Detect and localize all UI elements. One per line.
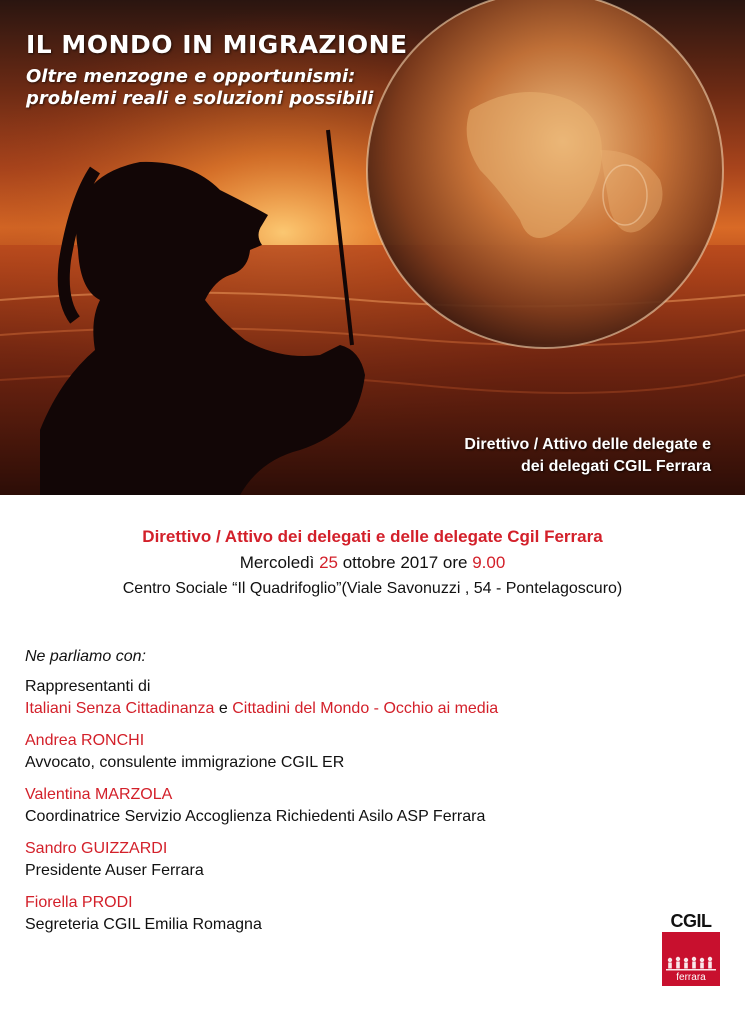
speakers-intro: Ne parliamo con: xyxy=(25,648,146,665)
org-connector: e xyxy=(214,700,233,717)
event-date xyxy=(0,550,745,576)
event-heading: Direttivo / Attivo dei delegati e delle delegate Cgil Ferrara xyxy=(142,527,603,546)
speaker-name: Andrea RONCHI xyxy=(25,732,145,749)
hero-caption xyxy=(381,434,711,478)
org-name: Cittadini del Mondo - Occhio ai media xyxy=(232,700,499,717)
subtitle-line: Oltre menzogne e opportunismi: xyxy=(26,66,356,87)
speaker-name: Valentina MARZOLA xyxy=(25,786,173,803)
date-prefix: Mercoledì xyxy=(239,553,320,572)
event-info xyxy=(0,524,745,602)
reps-orgs xyxy=(25,698,645,720)
date-middle: ottobre 2017 ore xyxy=(337,553,473,572)
date-time: 9.00 xyxy=(472,553,506,572)
representatives xyxy=(25,676,645,720)
logo-box xyxy=(662,932,720,986)
speaker-entry xyxy=(25,730,645,774)
speaker-entry xyxy=(25,838,645,882)
caption-line: dei delegati CGIL Ferrara xyxy=(521,458,711,475)
poster-subtitle xyxy=(26,66,446,110)
cgil-logo xyxy=(662,912,720,986)
subtitle-line: problemi reali e soluzioni possibili xyxy=(26,88,374,109)
speaker-name: Sandro GUIZZARDI xyxy=(25,840,168,857)
date-day: 25 xyxy=(319,553,338,572)
speaker-name: Fiorella PRODI xyxy=(25,894,133,911)
event-venue: Centro Sociale “Il Quadrifoglio”(Viale Savonuzzi , 54 - Pontelagoscuro) xyxy=(122,580,623,597)
logo-subtitle: ferrara xyxy=(676,972,706,983)
speakers-section xyxy=(25,646,645,936)
speaker-role: Avvocato, consulente immigrazione CGIL ER xyxy=(25,754,345,771)
poster-title: IL MONDO IN MIGRAZIONE xyxy=(26,30,408,59)
speaker-role: Coordinatrice Servizio Accoglienza Richiedenti Asilo ASP Ferrara xyxy=(25,808,486,825)
hero-image xyxy=(0,0,745,495)
speaker-entry xyxy=(25,784,645,828)
reps-label: Rappresentanti di xyxy=(25,678,151,695)
speaker-role: Segreteria CGIL Emilia Romagna xyxy=(25,916,262,933)
speaker-entry xyxy=(25,892,645,936)
caption-line: Direttivo / Attivo delle delegate e xyxy=(464,436,711,453)
org-name: Italiani Senza Cittadinanza xyxy=(25,700,215,717)
logo-word: CGIL xyxy=(670,911,712,931)
speaker-role: Presidente Auser Ferrara xyxy=(25,862,204,879)
